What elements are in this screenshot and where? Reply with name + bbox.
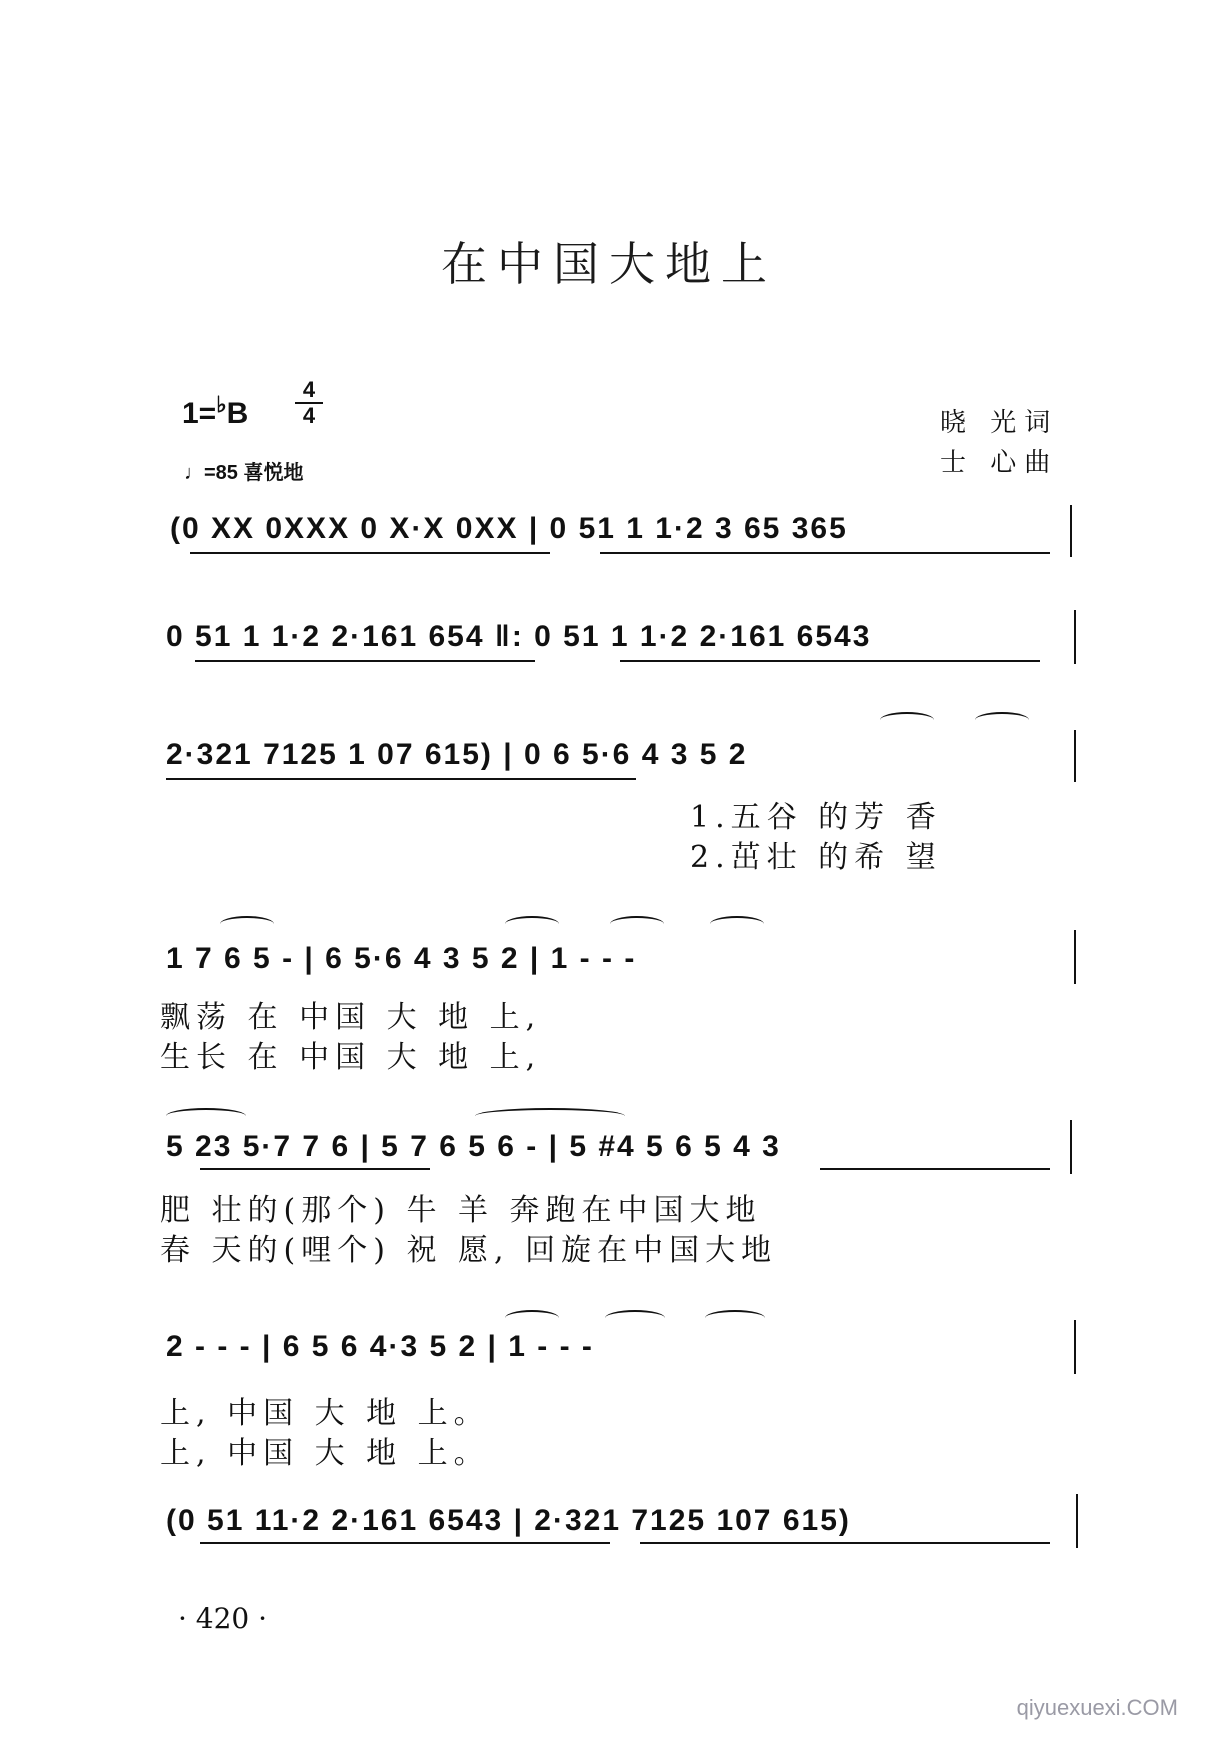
barline bbox=[1070, 1120, 1072, 1174]
slur-arc bbox=[166, 1108, 246, 1124]
notation-line-1: (0 XX 0XXX 0 X·X 0XX | 0 51 1 1·2 3 65 365 bbox=[170, 512, 848, 545]
barline bbox=[1074, 1320, 1076, 1374]
barline bbox=[1076, 1494, 1078, 1548]
lyric-line-3a: 1.五谷 的芳 香 bbox=[690, 800, 942, 835]
beam-line bbox=[166, 778, 636, 780]
slur-arc bbox=[610, 916, 664, 932]
lyric-line-6a: 上, 中国 大 地 上。 bbox=[160, 1396, 490, 1431]
slur-arc bbox=[975, 712, 1029, 728]
slur-arc bbox=[505, 1310, 559, 1326]
beam-line bbox=[195, 660, 535, 662]
barline bbox=[1074, 730, 1076, 782]
slur-arc bbox=[220, 916, 274, 932]
key-signature bbox=[182, 392, 248, 431]
composer-credit: 士 心曲 bbox=[940, 448, 1059, 478]
watermark: qiyuexuexi.COM bbox=[1016, 1695, 1178, 1720]
slur-arc bbox=[475, 1108, 625, 1124]
beam-line bbox=[820, 1168, 1050, 1170]
lyric-line-4a: 飘荡 在 中国 大 地 上, bbox=[160, 1000, 542, 1035]
beam-line bbox=[200, 1168, 430, 1170]
notation-line-5: 5 23 5·7 7 6 | 5 7 6 5 6 - | 5 #4 5 6 5 4 3 bbox=[166, 1130, 781, 1163]
barline bbox=[1074, 610, 1076, 664]
lyric-line-3b: 2.茁壮 的希 望 bbox=[690, 840, 942, 875]
lyric-line-5a: 肥 壮的(那个) 牛 羊 奔跑在中国大地 bbox=[160, 1193, 762, 1228]
beam-line bbox=[640, 1542, 1050, 1544]
lyric-line-5b: 春 天的(哩个) 祝 愿, 回旋在中国大地 bbox=[160, 1233, 778, 1268]
page-number: · 420 · bbox=[178, 1602, 268, 1635]
slur-arc bbox=[880, 712, 934, 728]
tempo-marking: ♩=85 喜悦地 bbox=[184, 462, 304, 484]
beam-line bbox=[200, 1542, 610, 1544]
notation-line-4: 1 7 6 5 - | 6 5·6 4 3 5 2 | 1 - - - bbox=[166, 942, 637, 975]
key-prefix: 1= bbox=[182, 397, 217, 430]
lyric-line-6b: 上, 中国 大 地 上。 bbox=[160, 1436, 490, 1471]
slur-arc bbox=[505, 916, 559, 932]
beam-line bbox=[190, 552, 550, 554]
notation-line-6: 2 - - - | 6 5 6 4·3 5 2 | 1 - - - bbox=[166, 1330, 594, 1363]
beam-line bbox=[600, 552, 1050, 554]
notation-line-3: 2·321 7125 1 07 615) | 0 6 5·6 4 3 5 2 bbox=[166, 738, 748, 771]
meter-bottom: 4 bbox=[295, 402, 323, 428]
barline bbox=[1074, 930, 1076, 984]
slur-arc bbox=[705, 1310, 765, 1326]
meter-top: 4 bbox=[302, 377, 316, 402]
flat-sign: ♭ bbox=[216, 392, 227, 417]
notation-line-7: (0 51 11·2 2·161 6543 | 2·321 7125 107 615) bbox=[166, 1504, 851, 1537]
slur-arc bbox=[710, 916, 764, 932]
time-signature bbox=[295, 378, 323, 428]
barline bbox=[1070, 505, 1072, 557]
key-note: B bbox=[226, 397, 249, 430]
beam-line bbox=[620, 660, 1040, 662]
slur-arc bbox=[605, 1310, 665, 1326]
song-title: 在中国大地上 bbox=[441, 237, 777, 291]
notation-line-2: 0 51 1 1·2 2·161 654 ‖: 0 51 1 1·2 2·161 6543 bbox=[166, 620, 872, 653]
lyricist-credit: 晓 光词 bbox=[940, 408, 1059, 438]
lyric-line-4b: 生长 在 中国 大 地 上, bbox=[160, 1040, 542, 1075]
